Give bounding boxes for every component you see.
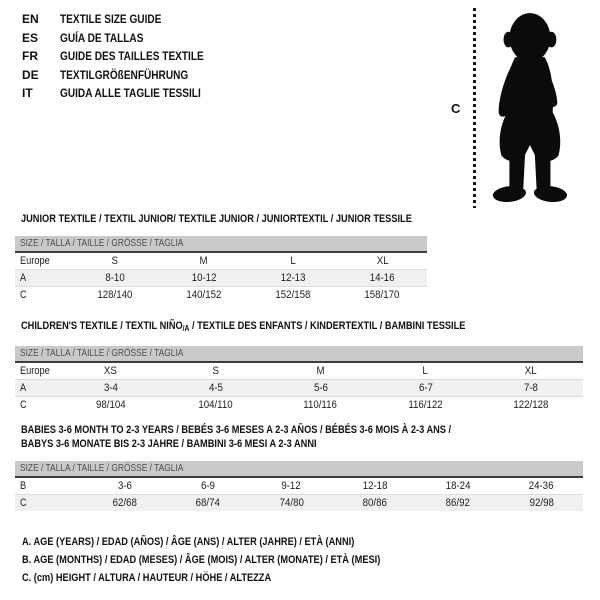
row-label: A xyxy=(20,382,27,394)
language-text: TEXTILGRÖßENFÜHRUNG xyxy=(60,67,189,82)
legend-text: A. AGE (YEARS) / EDAD (AÑOS) / ÂGE (ANS) / ALTER (JAHRE) / ETÀ (ANNI) xyxy=(22,536,355,548)
size-cell: S xyxy=(111,255,118,267)
size-cell: 68/74 xyxy=(195,497,221,509)
size-cell: 158/170 xyxy=(364,289,400,301)
size-header-bar xyxy=(15,236,427,253)
size-cell: 7-8 xyxy=(523,382,538,394)
row-label: C xyxy=(20,399,27,411)
language-code: FR xyxy=(22,49,38,63)
size-cell: 116/122 xyxy=(408,399,443,411)
legend-text: C. (cm) HEIGHT / ALTURA / HAUTEUR / HÖHE / ALTEZZA xyxy=(22,572,272,584)
size-cell: 140/152 xyxy=(186,289,222,301)
figure-area xyxy=(440,0,600,215)
baby-silhouette-icon xyxy=(483,10,571,206)
row-label: B xyxy=(20,480,27,492)
row-label: C xyxy=(20,289,27,301)
size-cell: 4-5 xyxy=(208,382,223,394)
table-row xyxy=(15,253,427,270)
size-cell: 5-6 xyxy=(313,382,328,394)
size-cell: 6-9 xyxy=(200,480,215,492)
language-text: TEXTILE SIZE GUIDE xyxy=(60,12,162,26)
table-row xyxy=(15,397,583,414)
table-title-line: CHILDREN'S TEXTILE / TEXTIL $NIÑO_{/A}$ / TEXTILE DES ENFANTS / KINDERTEXTIL / BAMBINI TESSILE xyxy=(21,320,466,333)
size-cell: 128/140 xyxy=(97,289,133,301)
babies-table-section xyxy=(15,423,583,511)
children-table-section xyxy=(15,319,583,413)
size-cell: 9-12 xyxy=(281,480,302,492)
size-header-bar xyxy=(15,346,583,363)
language-list xyxy=(22,10,231,103)
size-header-label: SIZE / TALLA / TAILLE / GRÖSSE / TAGLIA xyxy=(20,463,184,474)
table-row xyxy=(15,380,583,397)
size-cell: L xyxy=(422,365,429,377)
row-label: C xyxy=(20,497,27,509)
size-table xyxy=(15,253,427,303)
table-title-line: JUNIOR TEXTILE / TEXTIL JUNIOR/ TEXTILE JUNIOR / JUNIORTEXTIL / JUNIOR TESSILE xyxy=(21,213,412,225)
size-cell: 74/80 xyxy=(279,497,304,509)
language-code: DE xyxy=(22,67,39,82)
size-legend xyxy=(22,533,449,587)
table-row xyxy=(15,287,427,304)
legend-line xyxy=(22,569,449,587)
size-cell: 24-36 xyxy=(528,480,554,492)
size-cell: XL xyxy=(524,365,537,377)
row-label: A xyxy=(20,272,27,284)
size-cell: 152/158 xyxy=(275,289,311,301)
size-cell: 80/86 xyxy=(362,497,387,509)
size-cell: 110/116 xyxy=(303,399,338,411)
table-row xyxy=(15,270,427,287)
language-code: ES xyxy=(22,30,39,45)
table-title-line: BABIES 3-6 MONTH TO 2-3 YEARS / BEBÉS 3-6 MESES A 2-3 AÑOS / BÉBÉS 3-6 MOIS À 2-3 ANS / xyxy=(21,424,452,436)
size-cell: 104/110 xyxy=(198,399,233,411)
size-cell: M xyxy=(199,255,208,267)
size-table xyxy=(15,363,583,413)
size-cell: L xyxy=(290,255,296,267)
size-cell: 10-12 xyxy=(191,272,217,284)
height-label: C xyxy=(451,101,461,116)
language-code: IT xyxy=(22,86,33,100)
language-row xyxy=(22,84,231,103)
size-cell: XS xyxy=(104,365,117,377)
language-code: EN xyxy=(22,12,39,26)
size-table xyxy=(15,478,583,511)
size-header-label: SIZE / TALLA / TAILLE / GRÖSSE / TAGLIA xyxy=(20,348,184,359)
size-cell: 12-18 xyxy=(362,480,388,492)
size-cell: 14-16 xyxy=(369,272,395,284)
size-cell: S xyxy=(212,365,219,377)
row-label: Europe xyxy=(20,255,50,267)
size-cell: 3-6 xyxy=(117,480,132,492)
size-cell: 86/92 xyxy=(445,497,471,509)
table-title xyxy=(21,212,427,226)
language-row xyxy=(22,47,231,66)
size-cell: XL xyxy=(376,255,389,267)
size-header-bar xyxy=(15,461,583,478)
table-title xyxy=(21,423,583,451)
size-cell: 3-4 xyxy=(103,382,118,394)
height-measure-dotted-line xyxy=(473,8,476,208)
legend-line xyxy=(22,533,449,551)
size-cell: 62/68 xyxy=(112,497,137,509)
language-text: GUIDA ALLE TAGLIE TESSILI xyxy=(60,86,201,100)
size-header-label: SIZE / TALLA / TAILLE / GRÖSSE / TAGLIA xyxy=(20,238,184,249)
row-label: Europe xyxy=(20,365,50,377)
size-cell: M xyxy=(316,365,325,377)
size-cell: 122/128 xyxy=(512,399,548,411)
table-row xyxy=(15,363,583,380)
legend-line xyxy=(22,551,449,569)
language-text: GUÍA DE TALLAS xyxy=(60,30,144,45)
junior-table-section xyxy=(15,212,427,303)
legend-text: B. AGE (MONTHS) / EDAD (MESES) / ÂGE (MOIS) / ALTER (MONATE) / ETÀ (MESI) xyxy=(22,554,381,566)
language-row xyxy=(22,29,231,48)
table-row xyxy=(15,495,583,512)
language-text: GUIDE DES TAILLES TEXTILE xyxy=(60,49,204,63)
size-cell: 6-7 xyxy=(418,382,433,394)
size-cell: 12-13 xyxy=(280,272,306,284)
title-subscript: /A xyxy=(182,324,190,333)
size-cell: 92/98 xyxy=(529,497,554,509)
table-title-line: BABYS 3-6 MONATE BIS 2-3 JAHRE / BAMBINI 3-6 MESI A 2-3 ANNI xyxy=(21,438,317,450)
size-cell: 8-10 xyxy=(104,272,125,284)
language-row xyxy=(22,10,231,29)
language-row xyxy=(22,66,231,85)
size-cell: 98/104 xyxy=(95,399,126,411)
size-cell: 18-24 xyxy=(445,480,471,492)
table-row xyxy=(15,478,583,495)
table-title xyxy=(21,319,583,336)
